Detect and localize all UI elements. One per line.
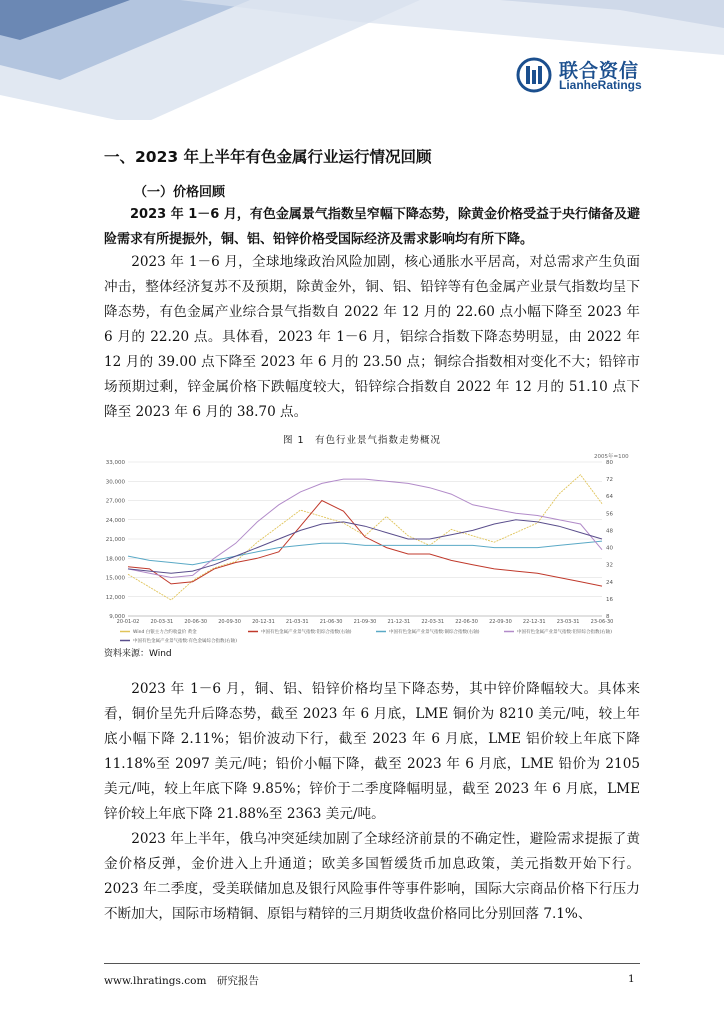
logo-mark-icon [516,57,552,93]
y-right-tick-label: 32 [606,562,613,569]
body-paragraph: 2023 年上半年，俄乌冲突延续加剧了全球经济前景的不确定性，避险需求提振了黄金价格反弹，金价进入上升通道；欧美多国暂缓货币加息政策，美元指数开始下行。2023 年二季度，受美联储加息及银行风险事件等事件影响，国际大宗商品价格下行压力不断加大，国际市场精铜、原铝与精锌的三月期货收盘价格同比分别回落 7.1%、 [104,831,640,922]
y-left-tick-label: 18,000 [105,556,125,563]
page-number: 1 [628,973,635,985]
legend-label: 中国有色金属产业景气指数:铅锌综合指数(右轴) [517,630,613,635]
y-right-tick-label: 8 [606,614,610,620]
legend-label: 中国有色金属产业景气指数:有色金属综合指数(右轴) [133,639,238,644]
x-tick-label: 22-06-30 [455,619,478,625]
y-left-tick-label: 30,000 [105,479,125,486]
x-tick-label: 20-12-31 [252,619,275,625]
footer-website: www.lhratings.com 研究报告 [104,975,259,987]
logo-name: 联合资信 [559,60,640,82]
y-right-tick-label: 40 [606,545,613,552]
y-left-tick-label: 12,000 [105,594,125,601]
chart [94,450,634,646]
y-left-tick-label: 24,000 [105,517,125,524]
figure-source: 资料来源：Wind [104,649,172,659]
x-tick-label: 21-06-30 [319,619,343,625]
legend-label: 中国有色金属产业景气指数:铜综合指数(右轴) [389,630,480,635]
x-tick-label: 20-09-30 [218,619,241,625]
y-left-tick-label: 9,000 [109,614,125,620]
series-line [128,501,602,587]
series-line [128,541,602,565]
company-logo [516,56,646,94]
body-paragraph: 2023 年 1－6 月，铜、铝、铅锌价格均呈下降态势，其中锌价降幅较大。具体来看，铜价呈先升后降态势，截至 2023 年 6 月底，LME 铜价为 8210 美元/吨，较上年底小幅下降 2.11%；铝价波动下行，截至 2023 年 6 月底，LME 铝价较上年底下降 11.18%至 2097 美元/吨；铅价小幅下降，截至 2023 年 6 月底，LME 铅价为 2105 美元/吨，较上年底下降 9.85%；锌价于二季度降幅明显，截至 2023 年 6 月底，LME 锌价较上年底下降 21.88%至 2363 美元/吨。 [104,681,640,822]
series-line [128,520,602,573]
x-tick-label: 23-06-30 [590,619,614,625]
y-left-tick-label: 15,000 [105,575,125,582]
y-right-tick-label: 72 [606,477,613,484]
y-right-tick-label: 48 [606,528,613,535]
section-title: 一、2023 年上半年有色金属行业运行情况回顾 [104,148,432,166]
x-tick-label: 21-03-31 [285,619,309,625]
logo-english-name: LianheRatings [559,78,642,92]
y-right-tick-label: 80 [606,460,613,466]
x-tick-label: 20-03-31 [150,619,174,625]
x-tick-label: 22-12-31 [522,619,546,625]
y-left-tick-label: 21,000 [105,537,125,543]
summary-paragraph: 2023 年 1－6 月，有色金属景气指数呈窄幅下降态势，除黄金价格受益于央行储备及避险需求有所提振外，铜、铝、铅锌价格受国际经济及需求影响均有所下降。 [104,207,640,247]
y-left-tick-label: 33,000 [105,460,125,466]
x-tick-label: 21-12-31 [387,619,411,625]
y-right-tick-label: 56 [606,511,613,518]
right-axis-note: 2005年=100 [594,454,629,460]
figure-title: 图 1 有色行业景气指数走势概况 [282,435,442,446]
series-line [128,479,602,577]
y-right-tick-label: 16 [606,596,613,603]
footer-divider [104,963,640,964]
subsection-title: （一）价格回顾 [134,185,226,200]
y-right-tick-label: 24 [606,579,613,586]
legend-label: Wind 白银主力合约收盘价 黄金 [133,630,197,635]
x-tick-label: 22-09-30 [489,619,512,625]
x-tick-label: 21-09-30 [353,619,377,625]
x-tick-label: 20-01-02 [116,619,140,625]
legend-label: 中国有色金属产业景气指数:铝综合指数(右轴) [261,630,352,635]
x-tick-label: 23-03-31 [556,619,580,625]
y-left-tick-label: 27,000 [105,498,125,505]
body-paragraph: 2023 年 1－6 月，全球地缘政治风险加剧，核心通胀水平居高，对总需求产生负面冲击，整体经济复苏不及预期，除黄金外，铜、铝、铅锌等有色金属产业景气指数均呈下降态势，有色金属产业综合景气指数自 2022 年 12 月的 22.60 点小幅下降至 2023 年 6 月的 22.20 点。具体看，2023 年 1－6 月，铝综合指数下降态势明显，由 2022 年 12 月的 39.00 点下降至 2023 年 6 月的 23.50 点；铜综合指数相对变化不大；铅锌市场预期过剩，锌金属价格下跌幅度较大，铅锌综合指数自 2022 年 12 月的 51.10 点下降至 2023 年 6 月的 38.70 点。 [104,254,640,420]
x-tick-label: 22-03-31 [421,619,445,625]
y-right-tick-label: 64 [606,494,613,501]
x-tick-label: 20-06-30 [184,619,208,625]
